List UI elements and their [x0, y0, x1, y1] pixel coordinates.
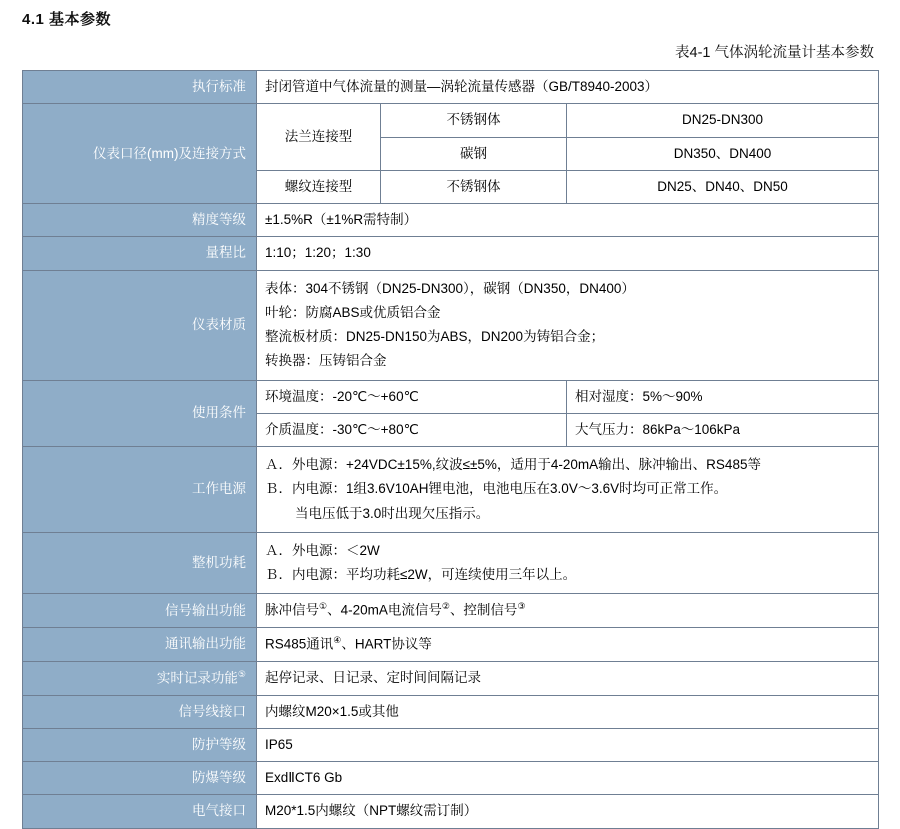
signal-output-sup-1: ② [441, 601, 450, 612]
table-row [23, 104, 879, 137]
table-row [23, 447, 879, 533]
row-value-consumption [257, 532, 879, 594]
comm-output-sup-0: ④ [333, 635, 342, 645]
table-row [23, 695, 879, 728]
power-line-1: Ｂ．内电源：1组3.6V10AH锂电池，电池电压在3.0V～3.6V时均可正常工作。 [265, 481, 728, 497]
row-label-caliber: 仪表口径(mm)及连接方式 [23, 104, 257, 204]
consumption-line-0: Ａ．外电源：＜2W [265, 542, 380, 558]
table-row [23, 628, 879, 662]
row-label-explosion: 防爆等级 [23, 762, 257, 795]
caliber-material-0: 不锈钢体 [381, 104, 567, 137]
consumption-line-1: Ｂ．内电源：平均功耗≤2W，可连续使用三年以上。 [265, 567, 577, 582]
table-row [23, 237, 879, 270]
row-label-accuracy: 精度等级 [23, 204, 257, 237]
table-row [23, 204, 879, 237]
power-line-0: Ａ．外电源：+24VDC±15%,纹波≤±5%，适用于4-20mA输出、脉冲输出、RS485等 [265, 457, 761, 472]
row-label-protection: 防护等级 [23, 728, 257, 761]
material-line-1: 叶轮：防腐ABS或优质铝合金 [265, 304, 441, 320]
condition-cell-2: 介质温度：-30℃～+80℃ [257, 413, 567, 446]
caliber-range-2: DN25、DN40、DN50 [567, 170, 879, 203]
table-row [23, 661, 879, 695]
row-value-record: 起停记录、日记录、定时间间隔记录 [257, 661, 879, 695]
signal-output-sup-0: ① [319, 601, 328, 612]
signal-output-part-0: 脉冲信号 [265, 602, 319, 618]
row-value-protection: IP65 [257, 728, 879, 761]
row-label-power: 工作电源 [23, 447, 257, 533]
caliber-type-flange: 法兰连接型 [257, 104, 381, 171]
caliber-range-1: DN350、DN400 [567, 137, 879, 170]
table-row [23, 270, 879, 380]
row-label-material: 仪表材质 [23, 270, 257, 380]
section-title: 4.1 基本参数 [22, 11, 112, 28]
comm-output-part-1: 、HART协议等 [341, 636, 432, 652]
signal-output-part-2: 、控制信号 [449, 602, 518, 618]
signal-output-part-1: 、4-20mA电流信号 [327, 602, 442, 618]
table-row [23, 728, 879, 761]
row-label-consumption: 整机功耗 [23, 532, 257, 594]
record-label-sup: ⑤ [237, 668, 246, 679]
condition-cell-3: 大气压力：86kPa～106kPa [567, 413, 879, 446]
row-label-comm-output: 通讯输出功能 [23, 628, 257, 662]
table-row [23, 795, 879, 828]
row-value-signal-output [257, 594, 879, 628]
table-row [23, 594, 879, 628]
row-value-power [257, 447, 879, 533]
row-value-turndown: 1:10；1:20；1:30 [257, 237, 879, 270]
table-row [23, 380, 879, 413]
signal-output-sup-2: ③ [517, 601, 526, 612]
table-row [23, 532, 879, 594]
material-line-0: 表体：304不锈钢（DN25-DN300），碳钢（DN350，DN400） [265, 280, 635, 296]
row-label-record [23, 661, 257, 695]
caliber-range-0: DN25-DN300 [567, 104, 879, 137]
condition-cell-0: 环境温度：-20℃～+60℃ [257, 380, 567, 413]
row-value-signal-port: 内螺纹M20×1.5或其他 [257, 695, 879, 728]
row-label-conditions: 使用条件 [23, 380, 257, 447]
material-line-2: 整流板材质：DN25-DN150为ABS，DN200为铸铝合金； [265, 329, 605, 344]
caliber-type-thread: 螺纹连接型 [257, 170, 381, 203]
row-value-standard: 封闭管道中气体流量的测量—涡轮流量传感器（GB/T8940-2003） [257, 71, 879, 104]
material-line-3: 转换器：压铸铝合金 [265, 353, 387, 369]
table-caption: 表4-1 气体涡轮流量计基本参数 [675, 45, 874, 61]
row-label-signal-port: 信号线接口 [23, 695, 257, 728]
row-value-accuracy: ±1.5%R（±1%R需特制） [257, 204, 879, 237]
table-row [23, 71, 879, 104]
table-row [23, 762, 879, 795]
caliber-material-1: 碳钢 [381, 137, 567, 170]
row-value-comm-output [257, 628, 879, 662]
power-line-2: 当电压低于3.0时出现欠压指示。 [295, 505, 490, 521]
comm-output-part-0: RS485通讯 [265, 636, 334, 652]
row-label-signal-output: 信号输出功能 [23, 594, 257, 628]
row-value-explosion: ExdⅡCT6 Gb [257, 762, 879, 795]
spec-table [22, 70, 879, 829]
row-label-turndown: 量程比 [23, 237, 257, 270]
caliber-material-2: 不锈钢体 [381, 170, 567, 203]
row-label-standard: 执行标准 [23, 71, 257, 104]
condition-cell-1: 相对湿度：5%～90% [567, 380, 879, 413]
record-label-text: 实时记录功能 [156, 670, 238, 686]
row-label-electrical: 电气接口 [23, 795, 257, 828]
row-value-material [257, 270, 879, 380]
row-value-electrical: M20*1.5内螺纹（NPT螺纹需订制） [257, 795, 879, 828]
